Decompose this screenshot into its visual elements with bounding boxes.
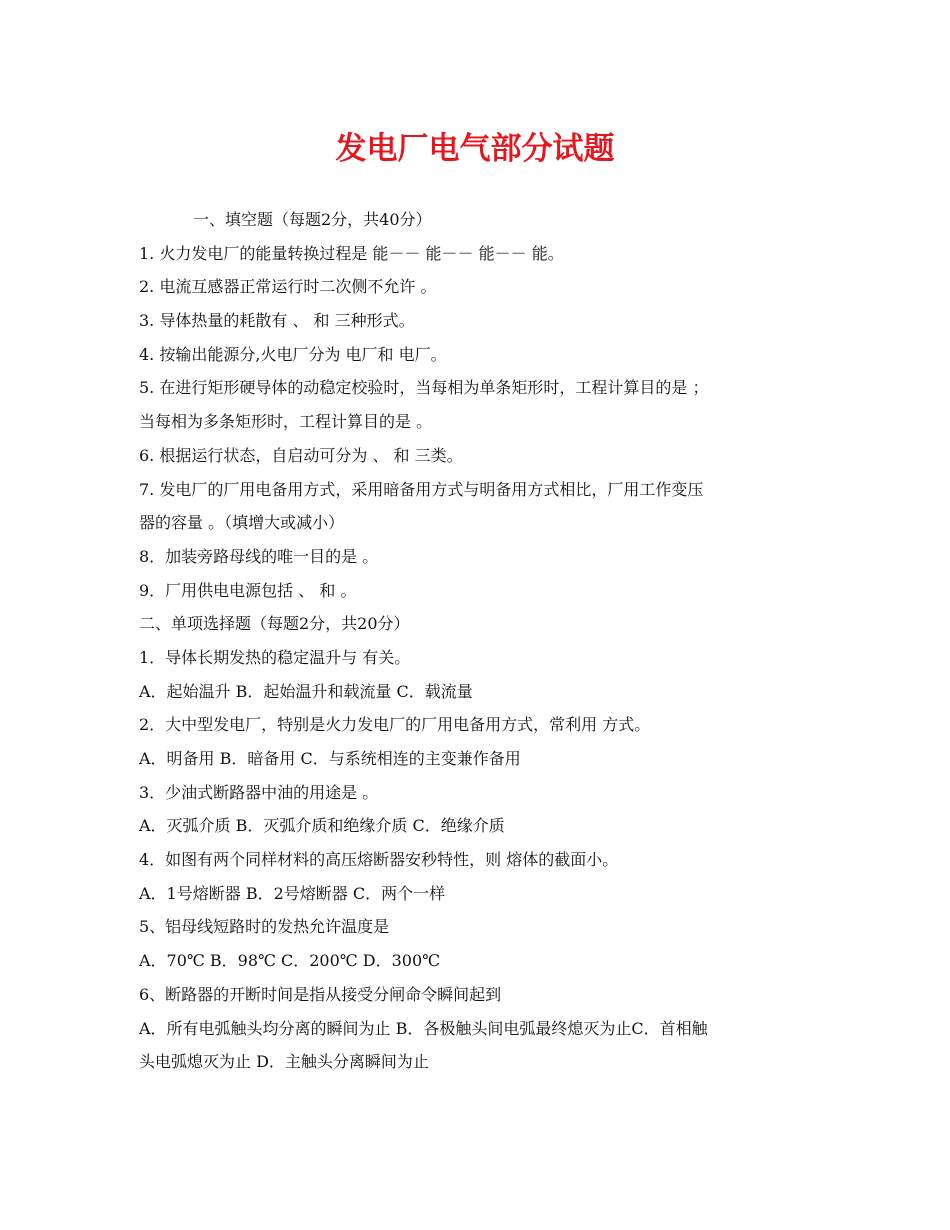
question-line: 2. 电流互感器正常运行时二次侧不允许 。 <box>139 277 437 297</box>
section-heading-single-choice: 二、单项选择题（每题2分，共20分） <box>139 614 410 634</box>
question-line: 2．大中型发电厂，特别是火力发电厂的厂用电备用方式，常利用 方式。 <box>139 715 651 735</box>
answer-options: A．灭弧介质 B．灭弧介质和绝缘介质 C．绝缘介质 <box>139 816 505 836</box>
answer-options: 头电弧熄灭为止 D．主触头分离瞬间为止 <box>139 1052 429 1072</box>
question-line: 4. 按输出能源分,火电厂分为 电厂和 电厂。 <box>139 344 447 364</box>
page-title: 发电厂电气部分试题 <box>335 131 615 167</box>
question-line: 5、铝母线短路时的发热允许温度是 <box>139 917 390 937</box>
question-line: 5. 在进行矩形硬导体的动稳定校验时，当每相为单条矩形时，工程计算目的是 ； <box>139 378 709 398</box>
answer-options: A．1号熔断器 B．2号熔断器 C．两个一样 <box>139 883 446 903</box>
question-line: 1．导体长期发热的稳定温升与 有关。 <box>139 647 411 667</box>
answer-options: A．明备用 B．暗备用 C．与系统相连的主变兼作备用 <box>139 749 521 768</box>
section-heading-fill-in: 一、填空题（每题2分，共40分） <box>193 210 432 229</box>
question-line: 当每相为多条矩形时，工程计算目的是 。 <box>139 412 433 432</box>
document-body <box>139 203 829 1079</box>
answer-options: A．70℃ B．98℃ C．200℃ D．300℃ <box>139 951 441 971</box>
question-line: 7. 发电厂的厂用电备用方式，采用暗备用方式与明备用方式相比，厂用工作变压 <box>139 479 704 499</box>
answer-options: A．所有电弧触头均分离的瞬间为止 B．各极触头间电弧最终熄灭为止C．首相触 <box>139 1018 708 1038</box>
question-line: 8．加装旁路母线的唯一目的是 。 <box>139 546 379 566</box>
answer-options: A．起始温升 B．起始温升和载流量 C．载流量 <box>139 681 473 701</box>
question-line: 6. 根据运行状态，自启动可分为 、 和 三类。 <box>139 445 463 465</box>
question-line: 1. 火力发电厂的能量转换过程是 能－－ 能－－ 能－－ 能。 <box>139 243 564 263</box>
question-line: 6、断路器的开断时间是指从接受分闸命令瞬间起到 <box>139 984 502 1004</box>
question-line: 9．厂用供电电源包括 、 和 。 <box>139 580 357 600</box>
question-line: 器的容量 。（填增大或减小） <box>139 513 345 533</box>
question-line: 3. 导体热量的耗散有 、 和 三种形式。 <box>139 311 415 331</box>
question-line: 3．少油式断路器中油的用途是 。 <box>139 782 379 802</box>
question-line: 4．如图有两个同样材料的高压熔断器安秒特性，则 熔体的截面小。 <box>139 850 619 870</box>
